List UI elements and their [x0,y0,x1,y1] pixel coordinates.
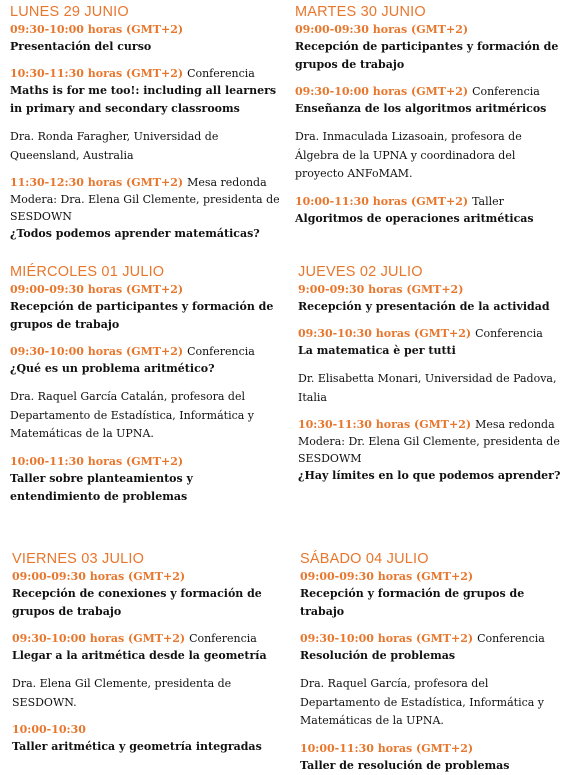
session [10,343,280,444]
session-speaker: Dra. Inmaculada Lizasoain, profesora de Álgebra de la UPNA y coordinadora del proyecto ANFoMAM. [295,130,522,180]
day-thursday [298,264,568,485]
session-title: Maths is for me too!: including all learners in primary and secondary classrooms [10,84,277,115]
session-title: Recepción y formación de grupos de trabajo [300,587,525,618]
session-title: Enseñanza de los algoritmos aritméricos [295,102,547,115]
session [10,174,280,243]
session-title: La matematica è per tutti [298,344,456,357]
session [295,193,565,228]
session-time: 09:30-10:00 horas (GMT+2) [10,345,184,358]
session [298,325,568,407]
session [10,21,280,56]
session-title: ¿Todos podemos aprender matemáticas? [10,227,260,240]
session [300,630,570,731]
session-speaker: Dra. Raquel García Catalán, profesora del Departamento de Estadística, Informática y Matemáticas de la UPNA. [10,390,255,440]
session-type: Conferencia [472,85,540,98]
session-speaker: Dra. Raquel García, profesora del Departamento de Estadística, Informática y Matemáticas de la UPNA. [300,677,545,727]
day-title: MIÉRCOLES 01 JULIO [10,264,165,280]
session [300,740,570,775]
session [10,453,280,506]
session-title: Taller sobre planteamientos y entendimiento de problemas [10,471,193,503]
session-title: Algoritmos de operaciones aritméticas [295,211,534,225]
session-title: ¿Qué es un problema aritmético? [10,362,215,375]
session [12,568,282,621]
session-time: 11:30-12:30 horas (GMT+2) [10,176,184,189]
session-time: 09:30-10:00 horas (GMT+2) [12,632,186,645]
session-time: 09:00-09:30 horas (GMT+2) [300,570,474,583]
session [12,721,282,756]
session-type: Conferencia [477,632,545,645]
session-time: 9:00-09:30 horas (GMT+2) [298,283,464,296]
session [10,281,280,334]
session [10,65,280,165]
session-time: 10:30-11:30 horas (GMT+2) [10,67,184,80]
session-time: 10:00-11:30 horas (GMT+2) [10,454,184,468]
day-monday [10,4,280,243]
day-title: SÁBADO 04 JULIO [300,551,429,567]
session-moderator: Modera: Dra. Elena Gil Clemente, presidenta de SESDOWN [10,193,280,223]
session-title: Taller aritmética y geometría integradas [12,740,262,753]
session-title: Recepción y presentación de la actividad [298,300,550,313]
session-title: Recepción de participantes y formación de grupos de trabajo [10,300,274,331]
session-type: Conferencia [475,327,543,340]
session-time: 10:00-11:30 horas (GMT+2) [295,194,469,208]
session-time: 09:30-10:00 horas (GMT+2) [295,85,469,98]
day-tuesday [295,4,565,228]
day-title: MARTES 30 JUNIO [295,4,426,20]
session-time: 10:30-11:30 horas (GMT+2) [298,418,472,431]
session-title: Llegar a la aritmética desde la geometría [12,649,267,662]
session-type: Conferencia [189,632,257,645]
session [295,21,565,74]
day-wednesday [10,264,280,506]
session-title: Resolución de problemas [300,649,456,662]
day-title: VIERNES 03 JULIO [12,551,145,567]
day-friday [12,551,282,756]
session-type: Conferencia [187,345,255,358]
session-title: Recepción de conexiones y formación de grupos de trabajo [12,587,262,618]
session-title: Taller de resolución de problemas [300,758,510,772]
day-title: JUEVES 02 JULIO [298,264,423,280]
session-time: 10:00-11:30 horas (GMT+2) [300,741,474,755]
session [300,568,570,621]
session-title: ¿Hay límites en lo que podemos aprender? [298,469,561,482]
session-title: Recepción de participantes y formación de grupos de trabajo [295,40,559,71]
session-speaker: Dr. Elisabetta Monari, Universidad de Padova, Italia [298,372,557,404]
session-time: 10:00-10:30 [12,723,86,736]
session [298,416,568,485]
session [12,630,282,712]
session-speaker: Dra. Ronda Faragher, Universidad de Queensland, Australia [10,130,219,162]
session-type: Taller [472,194,504,208]
session-time: 09:30-10:00 horas (GMT+2) [10,23,184,36]
session-moderator: Modera: Dr. Elena Gil Clemente, presidenta de SESDOWM [298,435,560,465]
session-time: 09:30-10:00 horas (GMT+2) [300,632,474,645]
session-time: 09:00-09:30 horas (GMT+2) [10,283,184,296]
session-type: Mesa redonda [187,176,267,189]
session [295,83,565,184]
day-title: LUNES 29 JUNIO [10,4,129,20]
session [298,281,568,316]
session-time: 09:00-09:30 horas (GMT+2) [12,570,186,583]
session-time: 09:30-10:30 horas (GMT+2) [298,327,472,340]
session-type: Mesa redonda [475,418,555,431]
day-saturday [300,551,570,775]
session-speaker: Dra. Elena Gil Clemente, presidenta de SESDOWN. [12,677,232,709]
session-time: 09:00-09:30 horas (GMT+2) [295,23,469,36]
session-type: Conferencia [187,67,255,80]
session-title: Presentación del curso [10,40,152,53]
